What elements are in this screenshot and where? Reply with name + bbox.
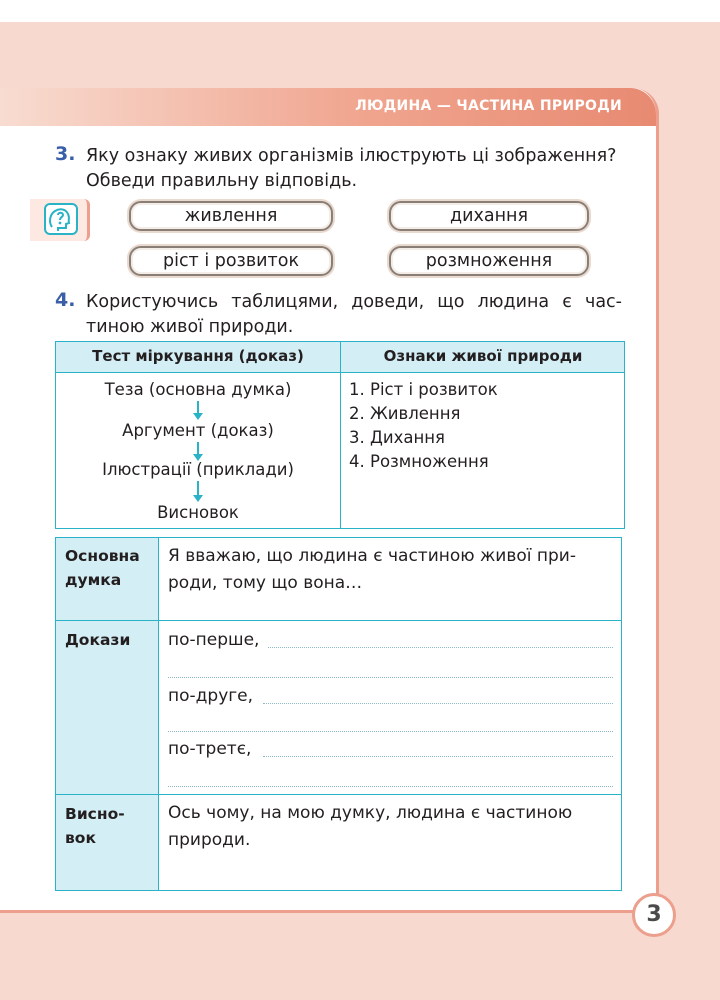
row-divider [56, 794, 621, 795]
row-label-main-idea-line1: Основна [65, 547, 140, 565]
flow-step-thesis: Теза (основна думка) [104, 380, 292, 399]
column-header-signs: Ознаки живої природи [383, 347, 583, 365]
sign-item: 3. Дихання [349, 428, 445, 447]
answer-option-breathing[interactable]: дихання [389, 201, 589, 231]
answer-line[interactable] [168, 731, 613, 732]
flow-arrow-down-icon [197, 442, 199, 459]
answer-option-nutrition[interactable]: живлення [129, 201, 333, 231]
question-head-icon [44, 203, 78, 235]
answer-option-growth[interactable]: ріст і розвиток [129, 246, 333, 276]
evidence-third-label: по-третє, [168, 739, 252, 759]
page-top-margin [0, 0, 720, 22]
task-3-question-line2: Обведи правильну відповідь. [86, 171, 358, 191]
row-label-conclusion-line2: вок [65, 829, 96, 847]
conclusion-text-line2: природи. [168, 830, 251, 850]
answer-option-reproduction[interactable]: розмноження [389, 246, 589, 276]
sign-item: 4. Розмноження [349, 452, 489, 471]
row-label-evidence: Докази [65, 631, 131, 649]
task-3-question-line1: Яку ознаку живих організмів ілюструють ці зображення? [86, 146, 617, 166]
answer-line-first[interactable] [268, 647, 613, 648]
column-header-reasoning: Тест міркування (доказ) [92, 347, 304, 365]
task-3-number: 3. [55, 143, 76, 165]
flow-step-illustrations: Ілюстрації (приклади) [102, 460, 294, 479]
task-4-question-line1: Користуючись таблицями, доведи, що людина є час- [86, 292, 622, 312]
flow-arrow-down-icon [197, 401, 199, 418]
conclusion-text-line1: Ось чому, на мою думку, людина є частиною [168, 803, 573, 823]
evidence-second-label: по-друге, [168, 686, 254, 706]
flow-step-argument: Аргумент (доказ) [122, 421, 274, 440]
answer-line[interactable] [168, 677, 613, 678]
main-idea-text-line2: роди, тому що вона… [168, 573, 363, 593]
flow-step-conclusion: Висновок [157, 503, 239, 522]
task-4-question-line2: тиною живої природи. [86, 317, 294, 337]
sign-item: 1. Ріст і розвиток [349, 380, 498, 399]
column-divider [340, 342, 341, 528]
answer-line-third[interactable] [263, 756, 613, 757]
main-idea-text-line1: Я вважаю, що людина є частиною живої при- [168, 546, 576, 566]
row-label-main-idea-line2: думка [65, 571, 122, 589]
page-number: 3 [632, 893, 676, 937]
answer-line[interactable] [168, 786, 613, 787]
evidence-first-label: по-перше, [168, 630, 260, 650]
row-divider [56, 620, 621, 621]
section-header-band [0, 88, 656, 126]
reasoning-table [55, 341, 625, 529]
row-label-conclusion-line1: Висно- [65, 805, 125, 823]
task-icon-box [30, 199, 90, 241]
writing-table [55, 537, 622, 891]
sign-item: 2. Живлення [349, 404, 461, 423]
answer-line-second[interactable] [263, 703, 613, 704]
section-title: ЛЮДИНА — ЧАСТИНА ПРИРОДИ [355, 98, 622, 114]
flow-arrow-down-icon [197, 481, 199, 500]
task-4-number: 4. [55, 289, 76, 311]
